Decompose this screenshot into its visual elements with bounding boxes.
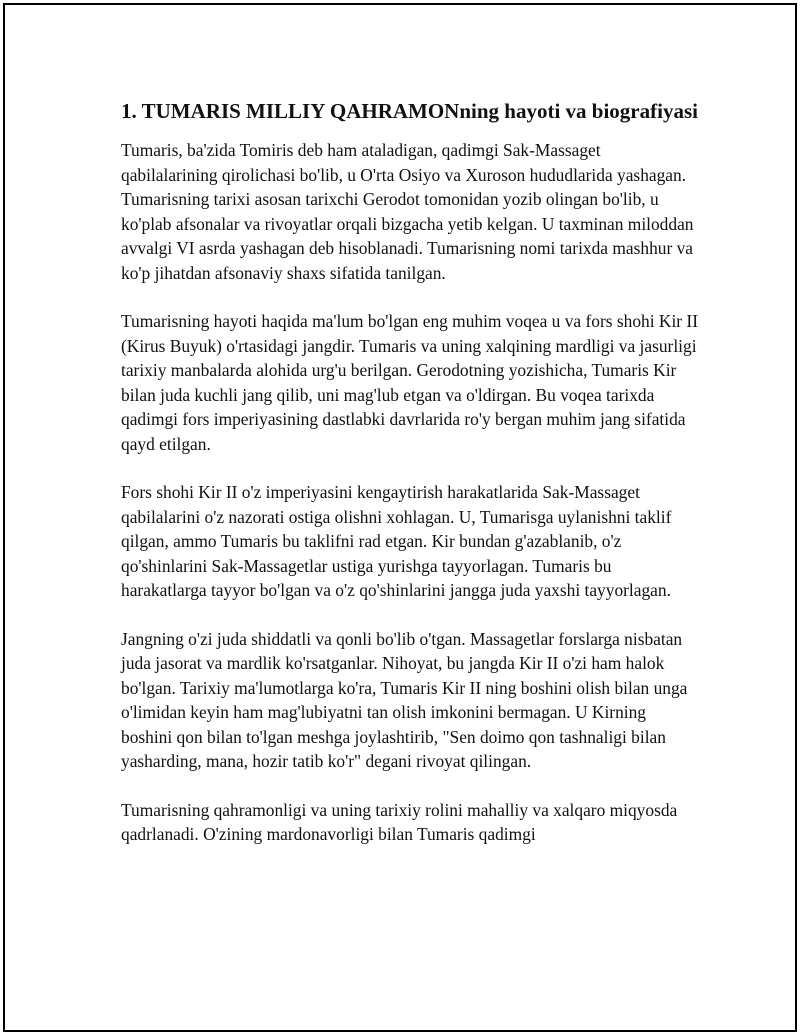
paragraph-5: Tumarisning qahramonligi va uning tarixiy rolini mahalliy va xalqaro miqyosda qadrlanadi. O'zining mardonavorligi bilan Tumaris qadimgi: [121, 799, 678, 844]
paragraph-4: Jangning o'zi juda shiddatli va qonli bo'lib o'tgan. Massagetlar forslarga nisbatan juda jasorat va mardlik ko'rsatganlar. Nihoyat, bu jangda Kir II o'zi ham halok bo'lgan. Tarixiy ma'lumotlarga ko'ra, Tumaris Kir II ning boshini olish bilan unga o'limidan keyin ham mag'lubiyatni tan olish imkonini bermagan. U Kirning boshini qon bilan to'lgan meshga joylashtirib, "Sen doimo qon tashnaligi bilan yasharding, mana, hozir tatib ko'r" degani rivoyat qilingan.: [121, 628, 688, 771]
document-body: [121, 97, 701, 871]
page-frame: [3, 3, 797, 1032]
paragraph-2: Tumarisning hayoti haqida ma'lum bo'lgan eng muhim voqea u va fors shohi Kir II (Kirus Buyuk) o'rtasidagi jangdir. Tumaris va uning xalqining mardligi va jasurligi tarixiy manbalarda alohida urg'u berilgan. Gerodotning yozishicha, Tumaris Kir bilan juda kuchli jang qilib, uni mag'lub etgan va o'ldirgan. Bu voqea tarixda qadimgi fors imperiyasining dastlabki davrlarida ro'y bergan muhim jang sifatida qayd etilgan.: [121, 311, 699, 454]
paragraph-3: Fors shohi Kir II o'z imperiyasini kengaytirish harakatlarida Sak-Massaget qabilalarini o'z nazorati ostiga olishni xohlagan. U, Tumarisga uylanishni taklif qilgan, ammo Tumaris bu taklifni rad etgan. Kir bundan g'azablanib, o'z qo'shinlarini Sak-Massagetlar ustiga yurishga tayyorlagan. Tumaris bu harakatlarga tayyor bo'lgan va o'z qo'shinlarini jangga juda yaxshi tayyorlagan.: [121, 482, 672, 600]
paragraph-1: Tumaris, ba'zida Tomiris deb ham ataladigan, qadimgi Sak-Massaget qabilalarining qirolichasi bo'lib, u O'rta Osiyo va Xuroson hududlarida yashagan. Tumarisning tarixi asosan tarixchi Gerodot tomonidan yozib olingan bo'lib, u ko'plab afsonalar va rivoyatlar orqali bizgacha yetib kelgan. U taxminan miloddan avvalgi VI asrda yashagan deb hisoblanadi. Tumarisning nomi tarixda mashhur va ko'p jihatdan afsonaviy shaxs sifatida tanilgan.: [121, 140, 694, 283]
document-title: 1. TUMARIS MILLIY QAHRAMONning hayoti va biografiyasi: [121, 99, 698, 123]
